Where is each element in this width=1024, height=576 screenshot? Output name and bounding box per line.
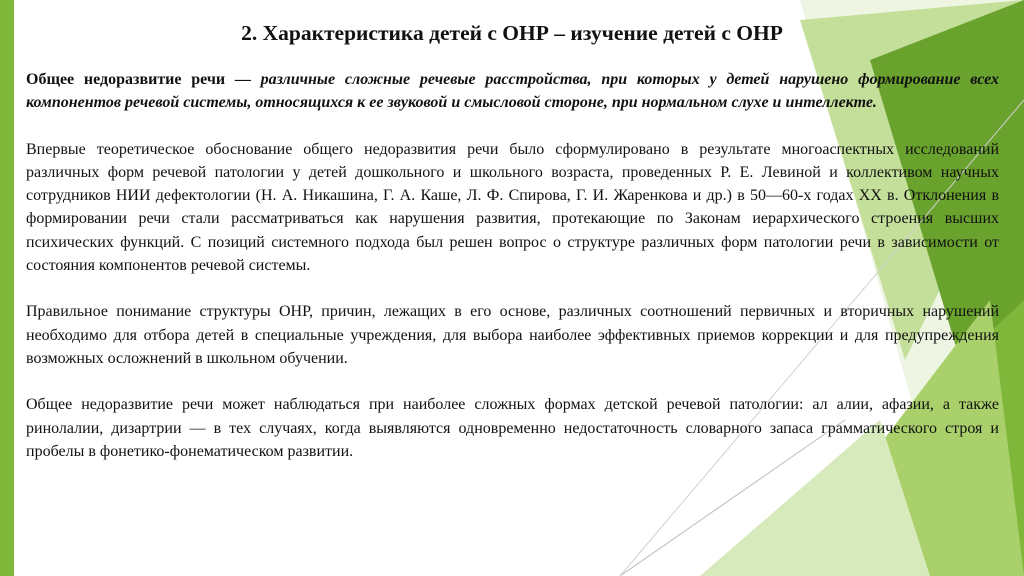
paragraph-history: Впервые теоретическое обоснование общего недоразвития речи было сформулировано в результате многоаспектных исследований различных форм речевой патологии у детей дошкольного и школьного возраста, проведенных Р. Е. Левиной и коллективом научных сотрудников НИИ дефектологии (Н. А. Никашина, Г. А. Каше, Л. Ф. Спирова, Г. И. Жаренкова и др.) в 50—60-х годах XX в. Отклонения в формировании речи стали рассматриваться как нарушения развития, протекающие по Законам иерархического строения высших психических функций. С позиций системного подхода был решен вопрос о структуре различных форм патологии речи в зависимости от состояния компонентов речевой системы. <box>26 140 999 275</box>
definition-term: Общее недоразвитие речи — <box>26 71 251 88</box>
paragraph-structure: Правильное понимание структуры ОНР, причин, лежащих в его основе, различных соотношений первичных и вторичных нарушений необходимо для отбора детей в специальные учреждения, для выбора наиболее эффективных приемов коррекции и для предупреждения возможных осложнений в школьном обучении. <box>26 303 999 367</box>
slide-body <box>26 68 999 463</box>
slide-title: 2. Характеристика детей с ОНР – изучение детей с ОНР <box>241 21 783 45</box>
paragraph-forms: Общее недоразвитие речи может наблюдаться при наиболее сложных формах детской речевой патологии: ал алии, афазии, а также ринолалии, дизартрии — в тех случаях, когда выявляются одновременно недостаточность словарного запаса грамматического строя и пробелы в фонетико-фонематическом развитии. <box>26 396 999 460</box>
definition-paragraph <box>26 68 999 115</box>
definition-text: различные сложные речевые расстройства, при которых у детей нарушено формирование всех компонентов речевой системы, относящихся к ее звуковой и смысловой стороне, при нормальном слухе и интеллекте. <box>26 71 999 112</box>
